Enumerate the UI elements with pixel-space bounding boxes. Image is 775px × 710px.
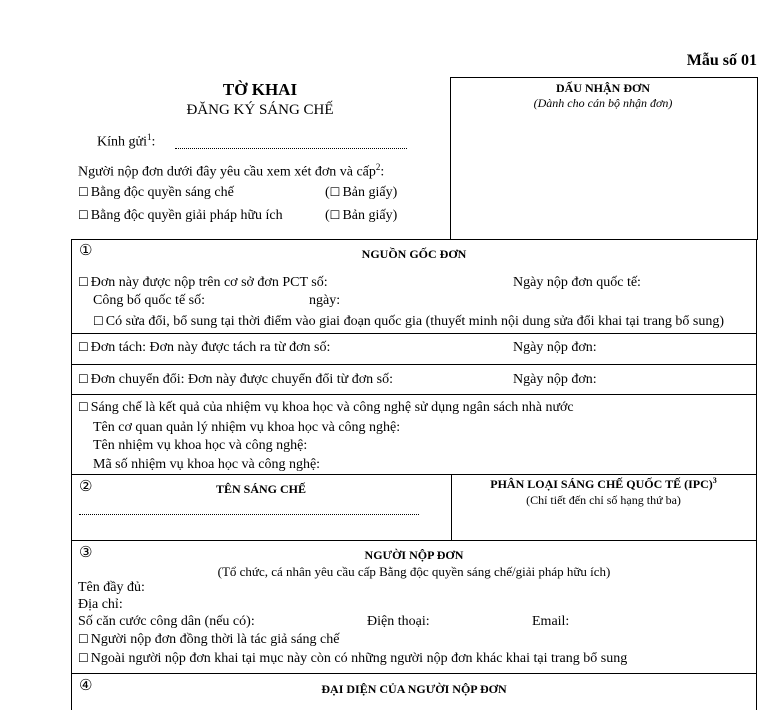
divisional-row[interactable]: ☐ Đơn tách: Đơn này được tách ra từ đơn số: (78, 340, 331, 355)
intl-filing-date: Ngày nộp đơn quốc tế: (513, 275, 641, 290)
section4-title: ĐẠI DIỆN CỦA NGƯỜI NỘP ĐƠN (321, 682, 507, 696)
section2-number: ② (79, 477, 93, 495)
form-subtitle: ĐĂNG KÝ SÁNG CHẾ (186, 102, 334, 118)
stamp-title: DẤU NHẬN ĐƠN (556, 81, 650, 95)
id-number-label: Số căn cước công dân (nếu có): (78, 614, 255, 629)
phone-label: Điện thoại: (367, 614, 430, 629)
checkbox-icon[interactable]: ☐ (78, 651, 89, 665)
option-utility[interactable]: ☐ Bằng độc quyền giải pháp hữu ích (78, 208, 283, 223)
converted-row[interactable]: ☐ Đơn chuyển đổi: Đơn này được chuyển đổi từ đơn số: (78, 372, 393, 387)
checkbox-icon[interactable]: ☐ (78, 185, 89, 199)
section3-number: ③ (79, 543, 93, 561)
stamp-note: (Dành cho cán bộ nhận đơn) (533, 96, 673, 110)
option-patent[interactable]: ☐ Bằng độc quyền sáng chế (78, 185, 234, 200)
ipc-note: (Chỉ tiết đến chỉ số hạng thứ ba) (526, 493, 681, 507)
task-name-label: Tên nhiệm vụ khoa học và công nghệ: (93, 438, 308, 453)
converted-date: Ngày nộp đơn: (513, 372, 597, 387)
section4-top-border (71, 673, 757, 674)
form-title: TỜ KHAI (222, 80, 298, 99)
section1-top-border (71, 239, 757, 240)
section3-title: NGƯỜI NỘP ĐƠN (364, 548, 464, 562)
ipc-title: PHÂN LOẠI SÁNG CHẾ QUỐC TẾ (IPC)$^3$ (490, 476, 717, 491)
checkbox-icon[interactable]: ☐ (329, 208, 341, 222)
checkbox-icon[interactable]: ☐ (78, 372, 89, 386)
task-code-label: Mã số nhiệm vụ khoa học và công nghệ: (93, 457, 321, 472)
other-applicants-row[interactable]: ☐ Ngoài người nộp đơn khai tại mục này còn có những người nộp đơn khác khai tại trang bổ sung (78, 651, 628, 666)
amendment-row[interactable]: ☐ Có sửa đổi, bổ sung tại thời điểm vào giai đoạn quốc gia (thuyết minh nội dung sửa đổi khai tại trang bổ sung) (93, 314, 725, 329)
email-label: Email: (532, 614, 570, 629)
pct-row[interactable]: ☐ Đơn này được nộp trên cơ sở đơn PCT số: (78, 275, 328, 290)
agency-label: Tên cơ quan quản lý nhiệm vụ khoa học và công nghệ: (93, 420, 401, 435)
request-text: Người nộp đơn dưới đây yêu cầu xem xét đơn và cấp$^2$: (78, 162, 385, 180)
checkbox-icon[interactable]: ☐ (78, 340, 89, 354)
section2-title: TÊN SÁNG CHẾ (215, 482, 307, 496)
checkbox-icon[interactable]: ☐ (78, 632, 89, 646)
address-label: Địa chỉ: (78, 597, 123, 612)
section1-title: NGUỒN GỐC ĐƠN (361, 247, 467, 261)
section2-top-border (71, 474, 757, 475)
divider (71, 333, 757, 334)
divider (71, 364, 757, 365)
invention-title-field[interactable] (79, 504, 419, 515)
research-row[interactable]: ☐ Sáng chế là kết quả của nhiệm vụ khoa học và công nghệ sử dụng ngân sách nhà nước (78, 400, 574, 415)
section3-note: (Tổ chức, cá nhân yêu cầu cấp Bằng độc quyền sáng chế/giải pháp hữu ích) (217, 564, 611, 579)
publication-date: ngày: (309, 293, 341, 308)
kinh-gui-label: Kính gửi$^1$: (97, 132, 156, 150)
recipient-field[interactable] (175, 138, 407, 149)
section4-number: ④ (79, 676, 93, 694)
checkbox-icon[interactable]: ☐ (78, 208, 89, 222)
checkbox-icon[interactable]: ☐ (93, 314, 104, 328)
option-patent-paper[interactable]: (☐ Bản giấy) (325, 185, 398, 200)
form-number: Mẫu số 01 (686, 52, 757, 69)
checkbox-icon[interactable]: ☐ (78, 275, 89, 289)
divider (71, 394, 757, 395)
section3-top-border (71, 540, 757, 541)
section1-number: ① (79, 241, 93, 259)
option-utility-paper[interactable]: (☐ Bản giấy) (325, 208, 398, 223)
publication-number: Công bố quốc tế số: (93, 293, 205, 308)
checkbox-icon[interactable]: ☐ (329, 185, 341, 199)
checkbox-icon[interactable]: ☐ (78, 400, 89, 414)
divisional-date: Ngày nộp đơn: (513, 340, 597, 355)
full-name-label: Tên đầy đủ: (78, 580, 145, 595)
also-author-row[interactable]: ☐ Người nộp đơn đồng thời là tác giả sáng chế (78, 632, 340, 647)
